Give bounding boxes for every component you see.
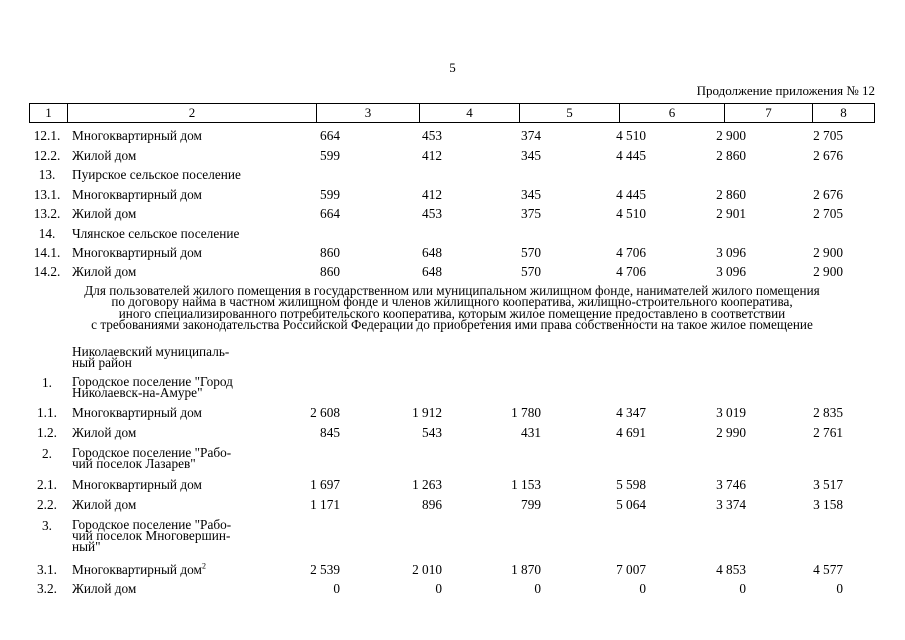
cell-value: 2 676 [813,148,843,163]
cell-value: 431 [521,425,541,440]
row-number: 1. [42,375,52,390]
cell-value: 860 [320,264,340,279]
cell-value: 648 [422,245,442,260]
cell-value: 1 263 [412,477,442,492]
cell-value: 664 [320,206,340,221]
cell-value: 3 019 [716,405,746,420]
row-number: 1.2. [37,425,57,440]
row-name-text: Жилой дом [72,148,137,163]
cell-value: 2 676 [813,187,843,202]
note-line: иного специализированного потребительского кооператива, которым жилое помещение предоставлено в соответствии [118,305,786,321]
cell-value: 412 [422,148,442,163]
footnote-marker: 2 [201,561,206,571]
cell-value: 4 445 [616,187,646,202]
column-header: 7 [725,104,813,122]
cell-value: 2 705 [813,206,843,221]
cell-value: 543 [422,425,442,440]
row-number: 14. [38,226,56,241]
cell-value: 4 445 [616,148,646,163]
cell-value: 2 010 [412,562,442,577]
row-number: 14.2. [33,264,61,279]
cell-value: 5 064 [616,497,646,512]
note-line: Для пользователей жилого помещения в государственном или муниципальном жилищном фонде, нанимателей жилого помещения [84,283,820,298]
cell-value: 4 706 [616,264,646,279]
column-header: 4 [420,104,520,122]
row-name [72,426,302,440]
column-header: 8 [840,105,847,120]
row-name-text: Пуирское сельское поселение [72,167,241,182]
row-number: 13. [38,167,56,182]
row-number: 12.2. [33,148,61,163]
cell-value: 7 007 [616,562,646,577]
cell-value: 570 [521,264,541,279]
cell-value: 2 539 [310,562,340,577]
column-header: 3 [317,104,420,122]
cell-value: 664 [320,128,340,143]
cell-value: 0 [435,581,442,596]
cell-value: 0 [639,581,646,596]
column-header: 5 [520,104,620,122]
note-line: по договору найма в частном жилищном фонде и членов жилищного кооператива, жилищно-строительного кооператива, [111,294,793,310]
row-name-text: Многоквартирный дом [72,187,202,202]
row-number: 2.2. [37,497,57,512]
row-name [72,563,302,577]
cell-value: 0 [333,581,340,596]
cell-value: 0 [739,581,746,596]
row-name-text: Николаевский муниципаль- ный район [72,344,230,370]
page-number: 5 [449,60,456,75]
row-number: 2. [42,446,52,461]
row-name-text: Многоквартирный дом [72,128,202,143]
row-number: 2.1. [37,477,57,492]
cell-value: 4 510 [616,128,646,143]
cell-value: 375 [521,206,541,221]
row-name [72,346,302,368]
column-header: 1 [30,104,68,122]
cell-value: 453 [422,128,442,143]
column-header: 6 [620,104,725,122]
row-name-text: Многоквартирный дом [72,562,202,577]
cell-value: 3 374 [716,497,746,512]
row-name-text: Жилой дом [72,425,137,440]
cell-value: 1 171 [310,497,340,512]
cell-value: 799 [521,497,541,512]
row-number: 3. [42,518,52,533]
cell-value: 1 697 [310,477,340,492]
column-header: 2 [68,104,317,122]
cell-value: 3 096 [716,264,746,279]
row-name-text: Жилой дом [72,581,137,596]
row-name [72,582,302,596]
cell-value: 2 990 [716,425,746,440]
row-name-text: Жилой дом [72,497,137,512]
cell-value: 599 [320,148,340,163]
cell-value: 2 761 [813,425,843,440]
row-number: 14.1. [33,245,61,260]
cell-value: 570 [521,245,541,260]
cell-value: 412 [422,187,442,202]
row-name-text: Жилой дом [72,206,137,221]
cell-value: 845 [320,425,340,440]
cell-value: 4 510 [616,206,646,221]
row-name-text: Многоквартирный дом [72,405,202,420]
cell-value: 648 [422,264,442,279]
cell-value: 453 [422,206,442,221]
row-name-text: Городское поселение "Город Николаевск-на-Амуре" [72,374,233,400]
cell-value: 0 [836,581,843,596]
cell-value: 3 517 [813,477,843,492]
cell-value: 599 [320,187,340,202]
cell-value: 4 853 [716,562,746,577]
row-number: 13.2. [33,206,61,221]
row-name [72,406,302,420]
row-name-text: Члянское сельское поселение [72,226,240,241]
row-number: 12.1. [33,128,61,143]
cell-value: 3 158 [813,497,843,512]
cell-value: 345 [521,148,541,163]
cell-value: 2 900 [716,128,746,143]
cell-value: 2 900 [813,245,843,260]
row-name [72,478,302,492]
cell-value: 4 691 [616,425,646,440]
row-name-text: Городское поселение "Рабо- чий поселок Многовершин- ный" [72,517,232,554]
row-number: 1.1. [37,405,57,420]
row-number: 3.2. [37,581,57,596]
row-name-text: Жилой дом [72,264,137,279]
row-name [72,447,302,469]
row-name [72,519,302,552]
row-name [72,498,302,512]
row-name-text: Многоквартирный дом [72,245,202,260]
row-number: 13.1. [33,187,61,202]
continuation-label: Продолжение приложения № 12 [696,83,875,98]
row-name-text: Городское поселение "Рабо- чий поселок Лазарев" [72,445,232,471]
cell-value: 1 780 [511,405,541,420]
cell-value: 2 901 [716,206,746,221]
cell-value: 1 912 [412,405,442,420]
row-name [72,376,302,398]
cell-value: 4 347 [616,405,646,420]
cell-value: 0 [534,581,541,596]
cell-value: 1 153 [511,477,541,492]
row-name-text: Многоквартирный дом [72,477,202,492]
cell-value: 2 835 [813,405,843,420]
cell-value: 2 860 [716,187,746,202]
cell-value: 3 096 [716,245,746,260]
cell-value: 345 [521,187,541,202]
row-number: 3.1. [37,562,57,577]
cell-value: 4 577 [813,562,843,577]
cell-value: 2 900 [813,264,843,279]
cell-value: 2 860 [716,148,746,163]
cell-value: 896 [422,497,442,512]
cell-value: 860 [320,245,340,260]
cell-value: 2 608 [310,405,340,420]
note-line: с требованиями законодательства Российской Федерации до приобретения ими права собственности на такое жилое помещение [91,316,813,332]
cell-value: 4 706 [616,245,646,260]
cell-value: 1 870 [511,562,541,577]
cell-value: 3 746 [716,477,746,492]
cell-value: 374 [521,128,541,143]
cell-value: 2 705 [813,128,843,143]
cell-value: 5 598 [616,477,646,492]
